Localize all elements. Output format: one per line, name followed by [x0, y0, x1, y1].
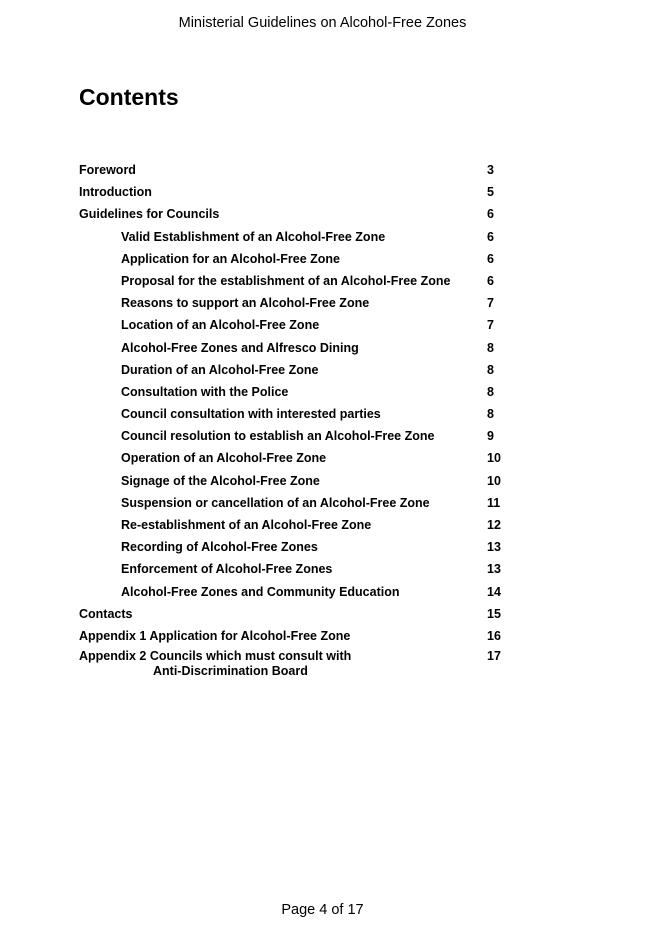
toc-entry-recording[interactable]	[0, 538, 645, 560]
toc-entry-page: 8	[487, 407, 494, 422]
toc-entry-title: Location of an Alcohol-Free Zone	[121, 318, 320, 333]
toc-entry-enforcement[interactable]	[0, 560, 645, 582]
toc-entry-title: Introduction	[79, 185, 152, 200]
contents-heading: Contents	[79, 84, 179, 110]
toc-entry-page: 15	[487, 606, 501, 621]
toc-entry-title: Alcohol-Free Zones and Community Education	[121, 584, 400, 599]
toc-entry-title: Proposal for the establishment of an Alcohol-Free Zone	[121, 273, 451, 288]
toc-entry-title: Valid Establishment of an Alcohol-Free Zone	[121, 229, 386, 244]
toc-entry-title: Council consultation with interested parties	[121, 407, 381, 422]
toc-entry-title: Suspension or cancellation of an Alcohol-Free Zone	[121, 495, 430, 510]
toc-entry-title: Application for an Alcohol-Free Zone	[121, 251, 340, 266]
toc-entry-title: Recording of Alcohol-Free Zones	[121, 540, 318, 555]
toc-entry-page: 6	[487, 251, 494, 266]
toc-entry-title: Operation of an Alcohol-Free Zone	[121, 451, 327, 466]
toc-entry-page: 6	[487, 229, 494, 244]
running-header: Ministerial Guidelines on Alcohol-Free Zones	[178, 15, 467, 31]
toc-entry-page: 3	[487, 163, 494, 177]
toc-entry-duration[interactable]	[0, 361, 645, 383]
toc-entry-valid-establishment[interactable]	[0, 228, 645, 250]
toc-entry-title	[79, 649, 351, 679]
toc-entry-title-line-2: Anti-Discrimination Board	[153, 664, 308, 679]
toc-entry-location[interactable]	[0, 316, 645, 338]
table-of-contents	[0, 161, 645, 685]
toc-entry-alfresco-dining[interactable]	[0, 339, 645, 361]
toc-entry-page: 13	[487, 540, 501, 555]
page-number-footer: Page 4 of 17	[281, 902, 364, 918]
toc-entry-foreword[interactable]	[0, 161, 645, 183]
toc-entry-consultation-police[interactable]	[0, 383, 645, 405]
toc-entry-page: 10	[487, 473, 501, 488]
toc-entry-page: 9	[487, 429, 494, 444]
toc-entry-page: 13	[487, 562, 501, 577]
toc-entry-application[interactable]	[0, 250, 645, 272]
toc-entry-page: 5	[487, 185, 494, 200]
toc-entry-page: 7	[487, 318, 494, 333]
toc-entry-page: 8	[487, 362, 494, 377]
toc-entry-title: Enforcement of Alcohol-Free Zones	[121, 562, 333, 577]
toc-entry-title: Reasons to support an Alcohol-Free Zone	[121, 296, 370, 311]
toc-entry-page: 16	[487, 628, 501, 643]
toc-entry-title: Appendix 1 Application for Alcohol-Free Zone	[79, 628, 351, 643]
toc-entry-page: 17	[487, 649, 501, 664]
toc-entry-community-education[interactable]	[0, 583, 645, 605]
toc-entry-page: 14	[487, 584, 501, 599]
toc-entry-page: 8	[487, 340, 494, 355]
toc-entry-title: Signage of the Alcohol-Free Zone	[121, 473, 320, 488]
toc-entry-title: Re-establishment of an Alcohol-Free Zone	[121, 518, 372, 532]
toc-entry-re-establishment[interactable]	[0, 516, 645, 538]
toc-entry-council-consultation[interactable]	[0, 405, 645, 427]
toc-entry-title: Consultation with the Police	[121, 384, 289, 399]
toc-entry-title: Guidelines for Councils	[79, 207, 220, 222]
toc-entry-reasons-to-support[interactable]	[0, 294, 645, 316]
toc-entry-page: 11	[487, 495, 501, 510]
toc-entry-guidelines-for-councils[interactable]	[0, 205, 645, 227]
toc-entry-operation[interactable]	[0, 449, 645, 471]
toc-entry-contacts[interactable]	[0, 605, 645, 627]
toc-entry-page: 7	[487, 296, 494, 311]
toc-entry-council-resolution[interactable]	[0, 427, 645, 449]
toc-entry-title: Duration of an Alcohol-Free Zone	[121, 362, 319, 377]
toc-entry-title: Council resolution to establish an Alcohol-Free Zone	[121, 429, 435, 444]
toc-entry-introduction[interactable]	[0, 183, 645, 205]
toc-entry-title: Contacts	[79, 606, 133, 621]
toc-entry-title-line-1: Appendix 2 Councils which must consult with	[79, 649, 352, 664]
toc-entry-proposal[interactable]	[0, 272, 645, 294]
toc-entry-suspension[interactable]	[0, 494, 645, 516]
toc-entry-page: 6	[487, 207, 494, 222]
toc-entry-page: 10	[487, 451, 501, 466]
toc-entry-page: 6	[487, 273, 494, 288]
toc-entry-signage[interactable]	[0, 472, 645, 494]
toc-entry-appendix-2[interactable]	[0, 649, 645, 685]
toc-entry-page: 8	[487, 384, 494, 399]
toc-entry-title: Alcohol-Free Zones and Alfresco Dining	[121, 340, 359, 355]
toc-entry-page: 12	[487, 518, 501, 532]
toc-entry-appendix-1[interactable]	[0, 627, 645, 649]
toc-entry-title: Foreword	[79, 163, 136, 177]
